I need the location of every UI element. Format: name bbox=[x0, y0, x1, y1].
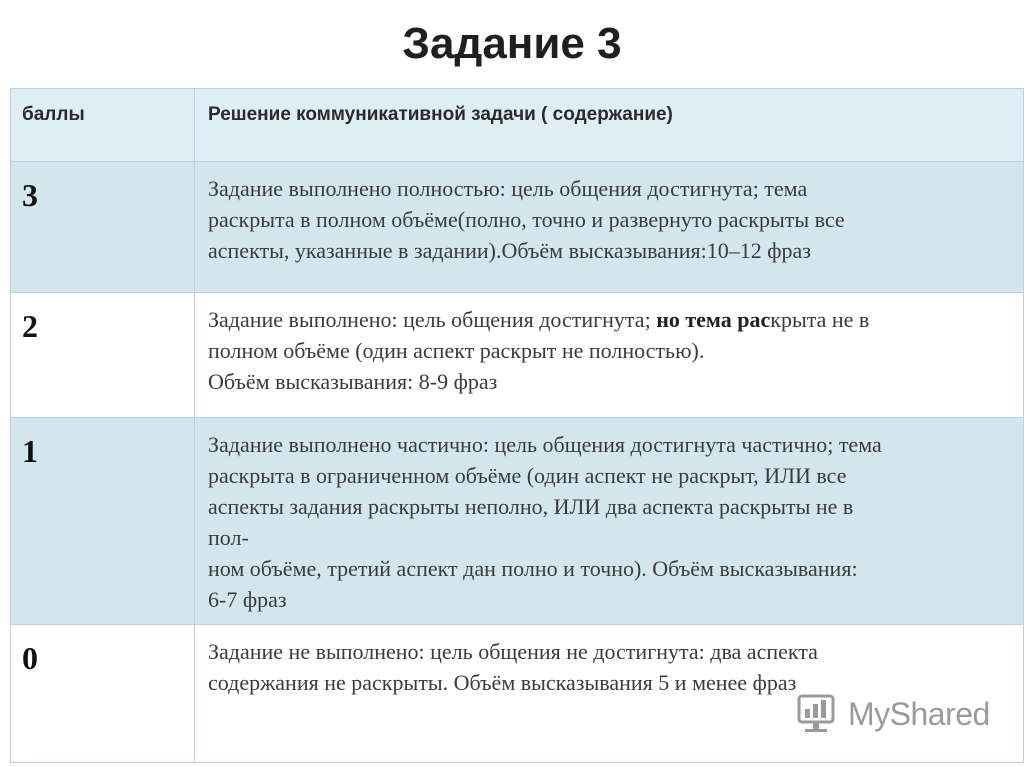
table-header-row bbox=[11, 89, 1024, 162]
score-value: 3 bbox=[22, 177, 38, 213]
score-description: Задание не выполнено: цель общения не достигнута: два аспекта содержания не раскрыты. Объём высказывания 5 и менее фраз bbox=[208, 639, 818, 695]
table-row bbox=[11, 418, 1024, 625]
watermark bbox=[796, 690, 990, 738]
table-row bbox=[11, 162, 1024, 293]
table-row bbox=[11, 293, 1024, 418]
score-description: Задание выполнено частично: цель общения достигнута частично; тема раскрыта в ограниченном объёме (один аспект не раскрыт, ИЛИ все аспекты задания раскрыты неполно, ИЛИ два аспекта раскрыты не в пол- ном объёме, третий аспект дан полно и точно). Объём высказывания: 6-7 фраз bbox=[208, 432, 882, 612]
scoring-table bbox=[10, 88, 1024, 763]
score-value: 2 bbox=[22, 308, 38, 344]
score-header-label: баллы bbox=[22, 104, 85, 125]
score-column-header bbox=[11, 89, 195, 162]
criterion-header-label: Решение коммуникативной задачи ( содержание) bbox=[208, 104, 673, 125]
score-description: Задание выполнено полностью: цель общения достигнута; тема раскрыта в полном объёме(полно, точно и развернуто раскрыты все аспекты, указанные в задании).Объём высказывания:10–12 фраз bbox=[208, 176, 845, 263]
score-value: 0 bbox=[22, 640, 38, 676]
watermark-text: MyShared bbox=[848, 695, 990, 732]
score-value: 1 bbox=[22, 433, 38, 469]
criterion-column-header bbox=[195, 89, 1024, 162]
myshared-logo-icon bbox=[796, 693, 842, 735]
score-description: Задание выполнено: цель общения достигнута; но тема раскрыта не в полном объёме (один аспект раскрыт не полностью). Объём высказывания: 8-9 фраз bbox=[208, 307, 870, 394]
page-title: Задание 3 bbox=[402, 19, 622, 68]
emphasis-text: но тема рас bbox=[656, 307, 771, 332]
